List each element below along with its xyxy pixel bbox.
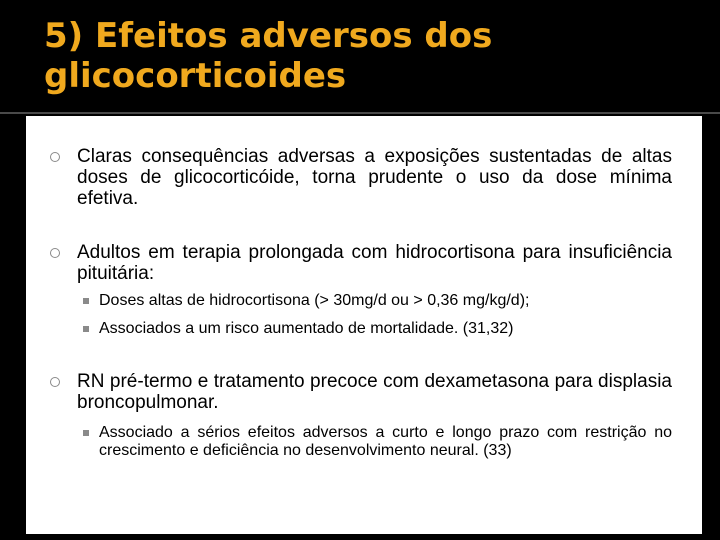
slide-title: 5) Efeitos adversos dos glicocorticoides <box>44 16 493 96</box>
square-bullet-icon <box>83 298 89 304</box>
sub-bullet-text: Doses altas de hidrocortisona (> 30mg/d ou > 0,36 mg/kg/d); <box>99 292 530 309</box>
sub-bullet-text: Associado a sérios efeitos adversos a curto e longo prazo com restrição no crescimento e deficiência no desenvolvimento neural. (33) <box>99 424 672 459</box>
bullet-text: Claras consequências adversas a exposições sustentadas de altas doses de glicocorticóide, torna prudente o uso da dose mínima efetiva. <box>77 146 672 209</box>
bullet-text: RN pré-termo e tratamento precoce com dexametasona para displasia broncopulmonar. <box>77 371 672 413</box>
bullet-text: Adultos em terapia prolongada com hidrocortisona para insuficiência pituitária: <box>77 242 672 284</box>
square-bullet-icon <box>83 326 89 332</box>
square-bullet-icon <box>83 430 89 436</box>
hollow-circle-bullet-icon <box>50 152 60 162</box>
slide-content <box>26 116 702 534</box>
sub-bullet-text: Associados a um risco aumentado de mortalidade. (31,32) <box>99 320 514 337</box>
title-band <box>0 0 720 114</box>
hollow-circle-bullet-icon <box>50 248 60 258</box>
hollow-circle-bullet-icon <box>50 377 60 387</box>
